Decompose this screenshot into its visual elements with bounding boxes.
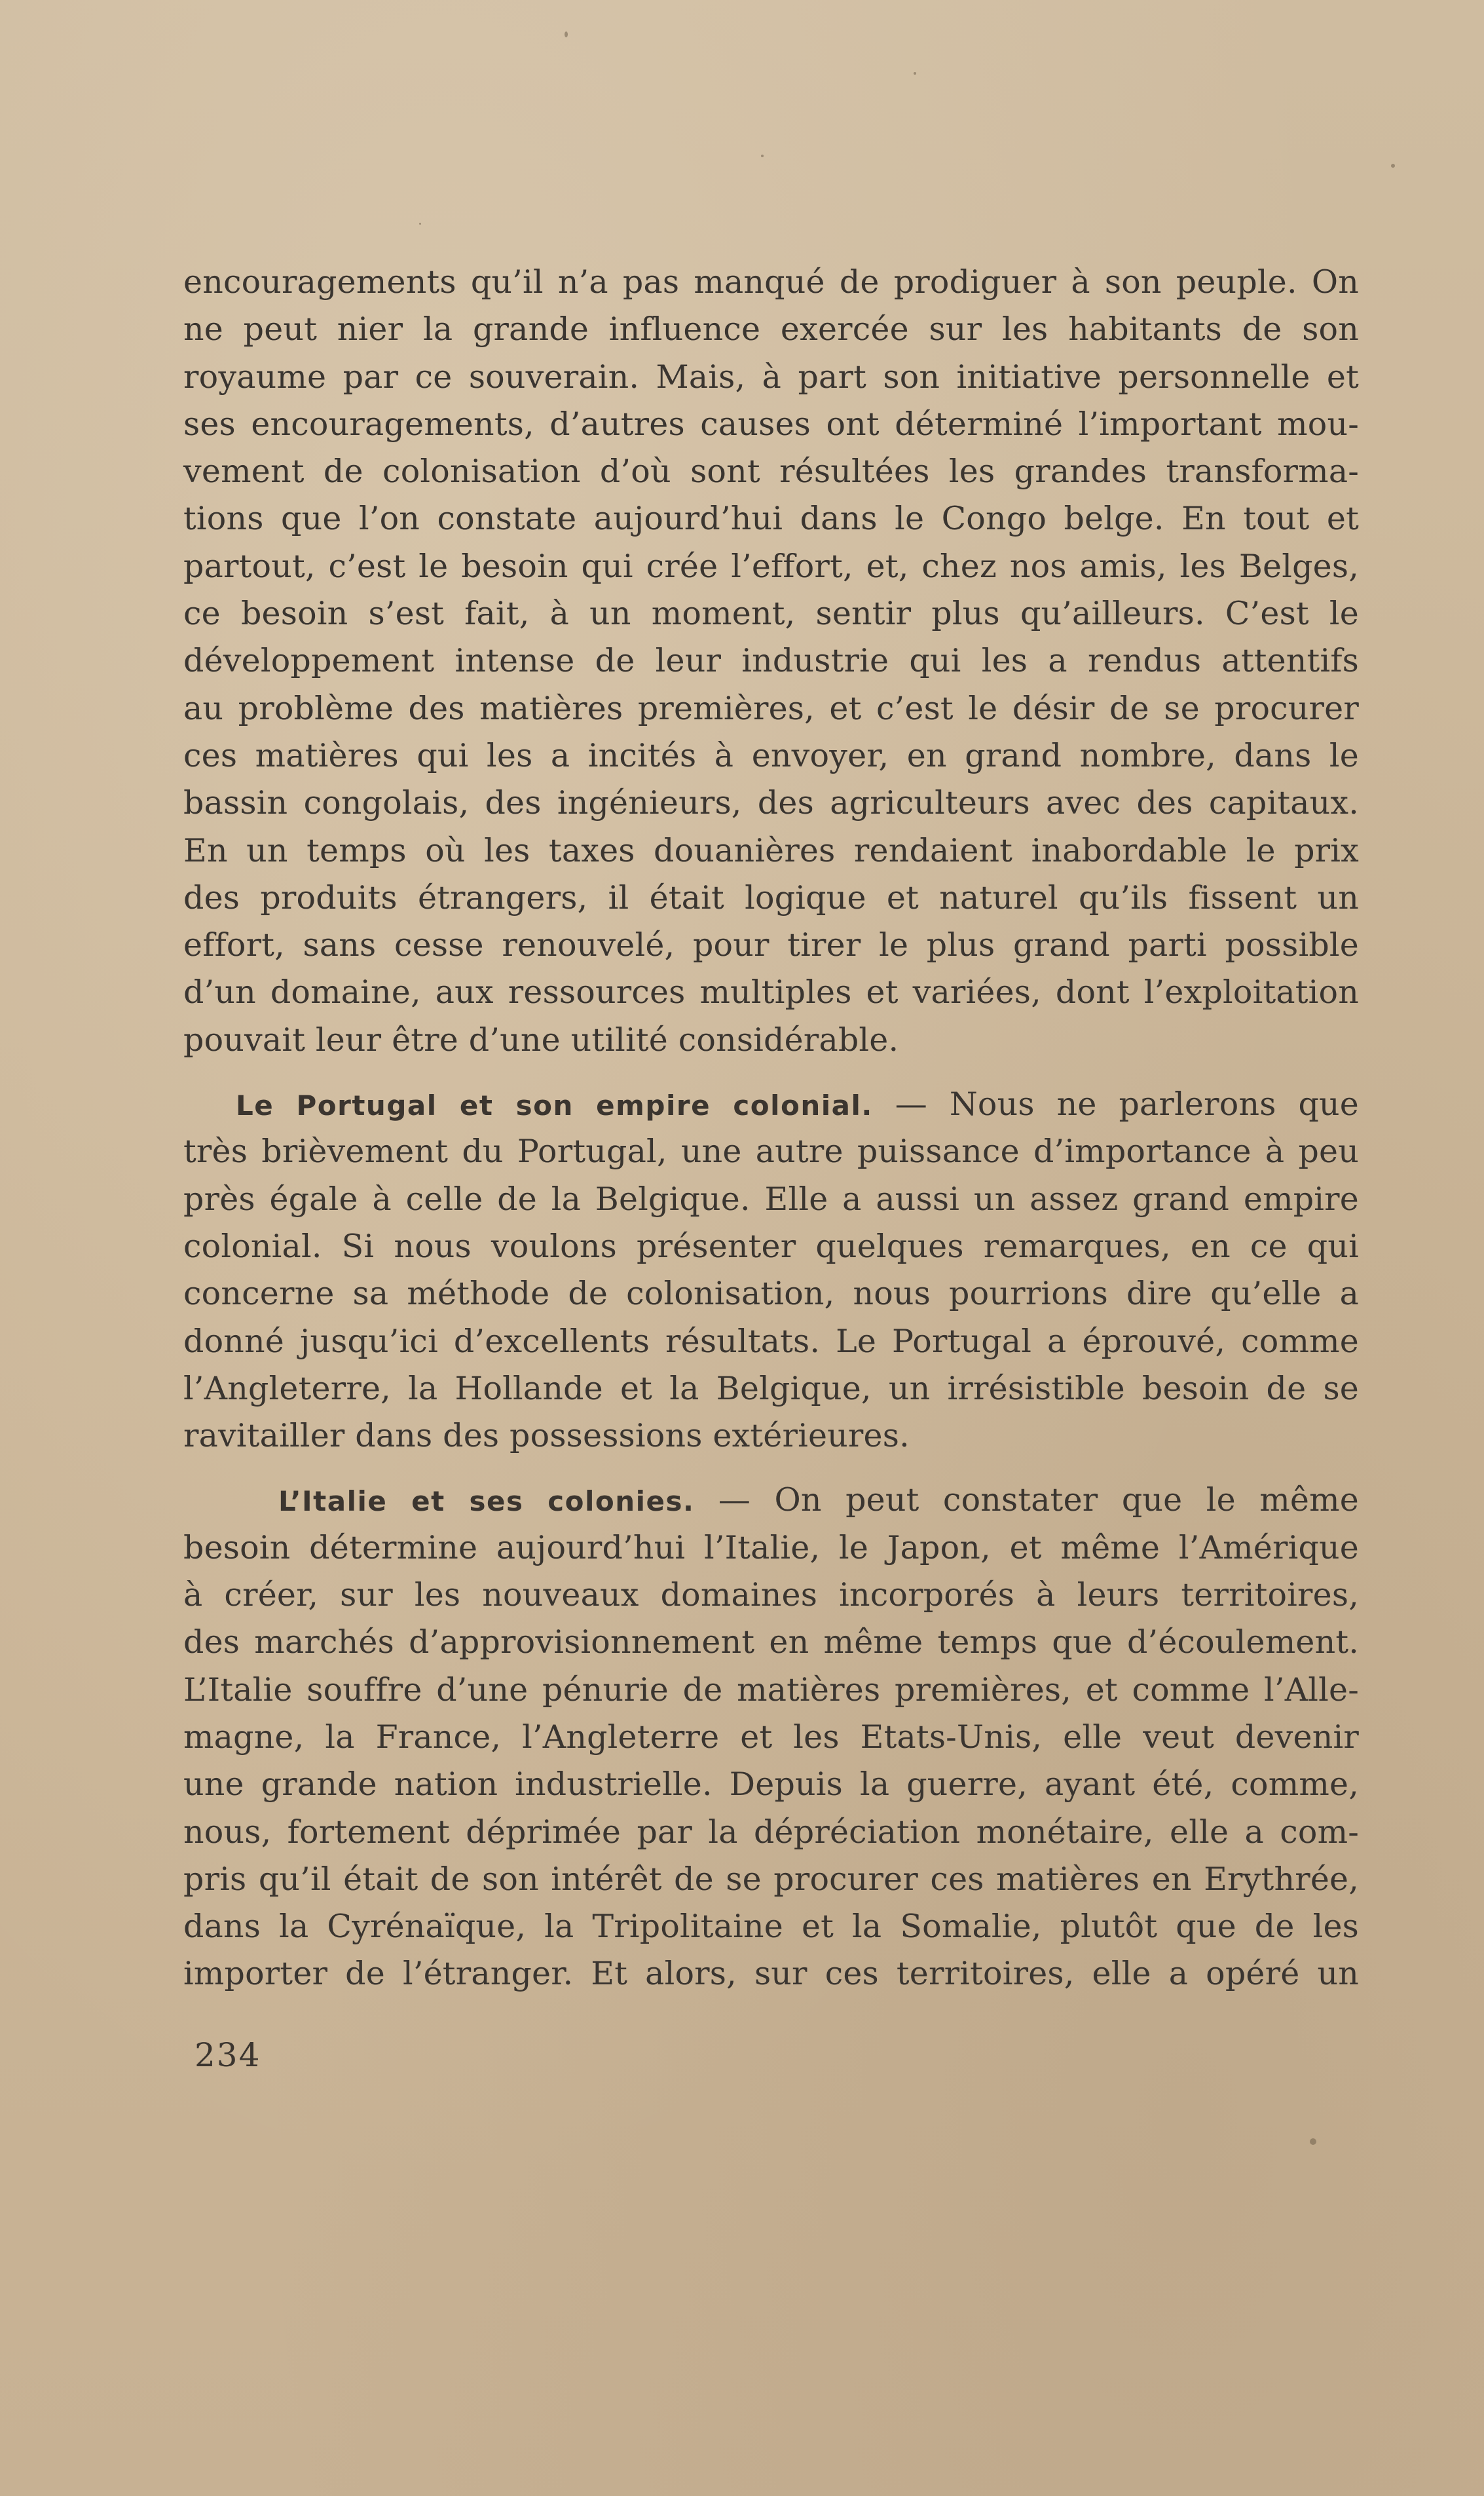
paper-speck <box>565 31 568 37</box>
text-line: donné jusqu’ici d’excellents résultats. Le Portugal a éprouvé, comme <box>183 1322 1359 1360</box>
body-text <box>183 259 1359 1998</box>
text-line: à créer, sur les nouveaux domaines incorporés à leurs territoires, <box>183 1576 1359 1614</box>
paragraph-portugal <box>183 1081 1359 1460</box>
paper-speck <box>914 72 916 75</box>
text-line: pris qu’il était de son intérêt de se procurer ces matières en Erythrée, <box>183 1860 1359 1898</box>
text-line: une grande nation industrielle. Depuis la guerre, ayant été, comme, <box>183 1766 1359 1804</box>
paragraph-gap <box>183 1460 1359 1477</box>
text-line-with-heading <box>183 1081 1359 1128</box>
text-line: bassin congolais, des ingénieurs, des agriculteurs avec des capitaux. <box>183 784 1359 822</box>
paper-speck <box>761 155 764 157</box>
paper-speck <box>1310 2138 1316 2145</box>
text-line: effort, sans cesse renouvelé, pour tirer le plus grand parti possible <box>183 926 1359 964</box>
text-line: partout, c’est le besoin qui crée l’effort, et, chez nos amis, les Belges, <box>183 547 1359 585</box>
paragraph-italie <box>183 1477 1359 1997</box>
text-line: L’Italie souffre d’une pénurie de matières premières, et comme l’Alle- <box>183 1671 1359 1709</box>
text-line: ce besoin s’est fait, à un moment, sentir plus qu’ailleurs. C’est le <box>183 595 1359 633</box>
text-line: pouvait leur être d’une utilité considérable. <box>183 1021 899 1059</box>
text-line: En un temps où les taxes douanières rendaient inabordable le prix <box>183 831 1359 869</box>
paragraph-gap <box>183 1064 1359 1081</box>
text-line: ravitailler dans des possessions extérieures. <box>183 1417 910 1455</box>
text-line: près égale à celle de la Belgique. Elle a aussi un assez grand empire <box>183 1180 1359 1218</box>
text-line: concerne sa méthode de colonisation, nous pourrions dire qu’elle a <box>183 1275 1359 1313</box>
text-line: encouragements qu’il n’a pas manqué de prodiguer à son peuple. On <box>183 263 1359 301</box>
text-line: l’Angleterre, la Hollande et la Belgique, un irrésistible besoin de se <box>183 1369 1359 1407</box>
text-line: développement intense de leur industrie qui les a rendus attentifs <box>183 642 1359 680</box>
section-heading-italie: L’Italie et ses colonies. <box>278 1485 695 1518</box>
text-line: magne, la France, l’Angleterre et les Etats-Unis, elle veut devenir <box>183 1718 1359 1756</box>
text-line: des marchés d’approvisionnement en même temps que d’écoulement. <box>183 1623 1359 1661</box>
text-line: importer de l’étranger. Et alors, sur ces territoires, elle a opéré un <box>183 1955 1359 1993</box>
text-line: très brièvement du Portugal, une autre puissance d’importance à peu <box>183 1133 1359 1171</box>
text-line-with-heading <box>183 1477 1359 1524</box>
text-line: royaume par ce souverain. Mais, à part son initiative personnelle et <box>183 358 1359 396</box>
paper-speck <box>419 223 421 225</box>
text-line: ces matières qui les a incités à envoyer, en grand nombre, dans le <box>183 736 1359 774</box>
page-number: 234 <box>195 2036 261 2074</box>
section-heading-portugal: Le Portugal et son empire colonial. <box>236 1089 873 1122</box>
text-line: ses encouragements, d’autres causes ont déterminé l’important mou- <box>183 405 1359 443</box>
text-line: des produits étrangers, il était logique et naturel qu’ils fissent un <box>183 879 1359 917</box>
text-line: colonial. Si nous voulons présenter quelques remarques, en ce qui <box>183 1227 1359 1265</box>
heading-continuation: — Nous ne parlerons que <box>872 1086 1359 1124</box>
heading-continuation: — On peut constater que le même <box>694 1481 1359 1519</box>
paper-speck <box>1391 164 1395 168</box>
text-line: au problème des matières premières, et c’est le désir de se procurer <box>183 689 1359 727</box>
text-line: ne peut nier la grande influence exercée sur les habitants de son <box>183 311 1359 349</box>
text-line: nous, fortement déprimée par la dépréciation monétaire, elle a com- <box>183 1813 1359 1851</box>
text-line: besoin détermine aujourd’hui l’Italie, le Japon, et même l’Amérique <box>183 1528 1359 1566</box>
text-line: d’un domaine, aux ressources multiples et variées, dont l’exploitation <box>183 974 1359 1012</box>
text-line: dans la Cyrénaïque, la Tripolitaine et la Somalie, plutôt que de les <box>183 1908 1359 1946</box>
text-line: vement de colonisation d’où sont résultées les grandes transforma- <box>183 453 1359 491</box>
text-line: tions que l’on constate aujourd’hui dans le Congo belge. En tout et <box>183 500 1359 538</box>
paragraph-congo <box>183 259 1359 1064</box>
